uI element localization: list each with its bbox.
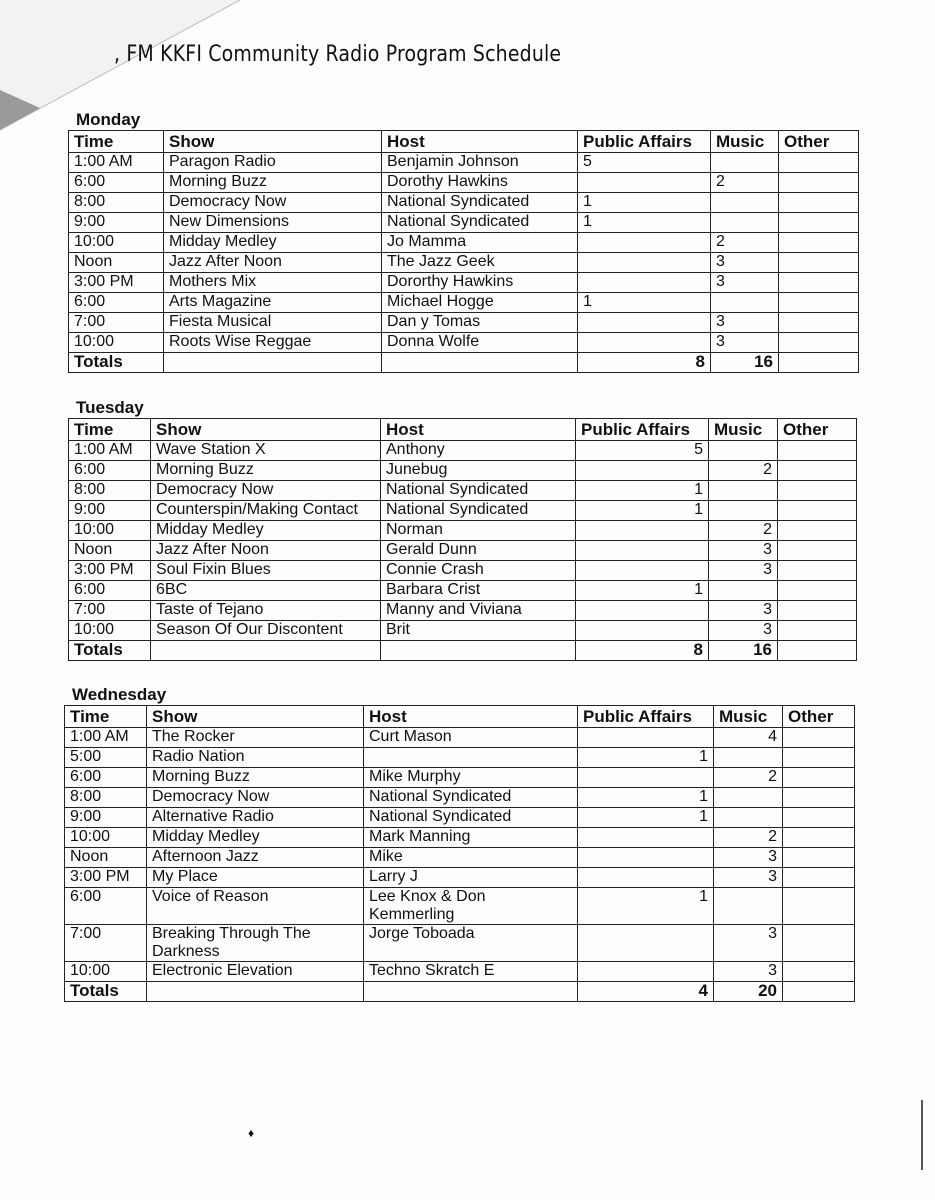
other-cell xyxy=(783,728,855,748)
time-cell: 8:00 xyxy=(69,193,164,213)
other-cell xyxy=(778,541,857,561)
total-public-affairs: 8 xyxy=(578,353,711,373)
table-row xyxy=(65,925,855,962)
other-cell xyxy=(778,621,857,641)
time-cell: 1:00 AM xyxy=(69,153,164,173)
table-body xyxy=(69,153,859,373)
header-other: Other xyxy=(779,131,859,153)
show-cell: Breaking Through The Darkness xyxy=(147,925,364,962)
table-row xyxy=(69,441,857,461)
public-affairs-cell xyxy=(578,253,711,273)
host-cell: Curt Mason xyxy=(364,728,578,748)
table-row xyxy=(65,788,855,808)
table-row xyxy=(65,768,855,788)
other-cell xyxy=(783,748,855,768)
header-music: Music xyxy=(714,706,783,728)
host-cell: Larry J xyxy=(364,868,578,888)
show-cell: Jazz After Noon xyxy=(151,541,381,561)
show-cell: New Dimensions xyxy=(164,213,382,233)
time-cell: 3:00 PM xyxy=(69,561,151,581)
public-affairs-cell: 1 xyxy=(578,808,714,828)
music-cell: 3 xyxy=(709,541,778,561)
table-row xyxy=(69,313,859,333)
time-cell: 10:00 xyxy=(69,521,151,541)
time-cell: 1:00 AM xyxy=(69,441,151,461)
host-cell: Norman xyxy=(381,521,576,541)
music-cell: 3 xyxy=(714,962,783,982)
public-affairs-cell: 5 xyxy=(576,441,709,461)
host-cell: Anthony xyxy=(381,441,576,461)
totals-label: Totals xyxy=(69,641,151,661)
show-cell: Democracy Now xyxy=(147,788,364,808)
public-affairs-cell xyxy=(578,925,714,962)
header-music: Music xyxy=(711,131,779,153)
header-host: Host xyxy=(382,131,578,153)
public-affairs-cell: 1 xyxy=(578,788,714,808)
header-time: Time xyxy=(69,131,164,153)
header-show: Show xyxy=(164,131,382,153)
table-row xyxy=(65,828,855,848)
header-row xyxy=(69,419,857,441)
total-public-affairs: 8 xyxy=(576,641,709,661)
time-cell: 3:00 PM xyxy=(69,273,164,293)
music-cell xyxy=(709,581,778,601)
music-cell: 2 xyxy=(711,173,779,193)
public-affairs-cell: 1 xyxy=(578,193,711,213)
table-row xyxy=(69,561,857,581)
table-row xyxy=(69,601,857,621)
show-cell: My Place xyxy=(147,868,364,888)
other-cell xyxy=(779,213,859,233)
other-cell xyxy=(779,273,859,293)
music-cell: 3 xyxy=(709,601,778,621)
time-cell: 8:00 xyxy=(69,481,151,501)
other-cell xyxy=(778,601,857,621)
music-cell xyxy=(711,213,779,233)
time-cell: 9:00 xyxy=(69,213,164,233)
header-row xyxy=(65,706,855,728)
public-affairs-cell xyxy=(576,601,709,621)
show-cell: Morning Buzz xyxy=(147,768,364,788)
empty-cell xyxy=(382,353,578,373)
public-affairs-cell xyxy=(578,848,714,868)
other-cell xyxy=(778,501,857,521)
host-cell: National Syndicated xyxy=(381,481,576,501)
music-cell: 2 xyxy=(711,233,779,253)
show-cell: Mothers Mix xyxy=(164,273,382,293)
public-affairs-cell xyxy=(578,333,711,353)
public-affairs-cell xyxy=(576,621,709,641)
show-cell: Fiesta Musical xyxy=(164,313,382,333)
empty-cell xyxy=(381,641,576,661)
host-cell: Gerald Dunn xyxy=(381,541,576,561)
public-affairs-cell xyxy=(576,521,709,541)
totals-row xyxy=(65,982,855,1002)
time-cell: 9:00 xyxy=(69,501,151,521)
host-cell: Brit xyxy=(381,621,576,641)
time-cell: Noon xyxy=(65,848,147,868)
header-public-affairs: Public Affairs xyxy=(578,706,714,728)
host-cell: Mark Manning xyxy=(364,828,578,848)
music-cell: 2 xyxy=(709,521,778,541)
show-cell: 6BC xyxy=(151,581,381,601)
music-cell: 3 xyxy=(709,561,778,581)
public-affairs-cell xyxy=(578,962,714,982)
time-cell: Noon xyxy=(69,541,151,561)
table-body xyxy=(69,441,857,661)
empty-cell xyxy=(364,982,578,1002)
other-cell xyxy=(783,848,855,868)
table-row xyxy=(69,173,859,193)
music-cell: 2 xyxy=(714,828,783,848)
public-affairs-cell xyxy=(578,868,714,888)
table-row xyxy=(69,621,857,641)
time-cell: Noon xyxy=(69,253,164,273)
public-affairs-cell xyxy=(576,561,709,581)
show-cell: The Rocker xyxy=(147,728,364,748)
time-cell: 6:00 xyxy=(69,293,164,313)
time-cell: 3:00 PM xyxy=(65,868,147,888)
host-cell: Barbara Crist xyxy=(381,581,576,601)
show-cell: Radio Nation xyxy=(147,748,364,768)
host-cell: Techno Skratch E xyxy=(364,962,578,982)
other-cell xyxy=(779,293,859,313)
other-cell xyxy=(779,173,859,193)
empty-cell xyxy=(147,982,364,1002)
header-other: Other xyxy=(778,419,857,441)
host-cell: The Jazz Geek xyxy=(382,253,578,273)
time-cell: 10:00 xyxy=(69,333,164,353)
schedule-table xyxy=(68,418,857,661)
total-other xyxy=(779,353,859,373)
music-cell: 3 xyxy=(711,273,779,293)
header-show: Show xyxy=(151,419,381,441)
music-cell: 2 xyxy=(714,768,783,788)
public-affairs-cell xyxy=(576,461,709,481)
host-cell: Jorge Toboada xyxy=(364,925,578,962)
other-cell xyxy=(778,521,857,541)
table-row xyxy=(65,848,855,868)
header-music: Music xyxy=(709,419,778,441)
show-cell: Paragon Radio xyxy=(164,153,382,173)
host-cell: National Syndicated xyxy=(382,193,578,213)
music-cell xyxy=(714,748,783,768)
host-cell: Jo Mamma xyxy=(382,233,578,253)
other-cell xyxy=(783,868,855,888)
music-cell: 3 xyxy=(711,333,779,353)
public-affairs-cell xyxy=(578,173,711,193)
host-cell xyxy=(364,748,578,768)
other-cell xyxy=(783,962,855,982)
time-cell: 6:00 xyxy=(69,173,164,193)
music-cell xyxy=(709,481,778,501)
show-cell: Alternative Radio xyxy=(147,808,364,828)
public-affairs-cell: 1 xyxy=(578,213,711,233)
schedule-table xyxy=(64,705,855,1002)
host-cell: Dan y Tomas xyxy=(382,313,578,333)
public-affairs-cell: 1 xyxy=(576,581,709,601)
time-cell: 6:00 xyxy=(69,581,151,601)
other-cell xyxy=(778,581,857,601)
table-row xyxy=(69,233,859,253)
other-cell xyxy=(778,441,857,461)
music-cell: 3 xyxy=(714,868,783,888)
header-host: Host xyxy=(381,419,576,441)
table-row xyxy=(69,253,859,273)
table-row xyxy=(65,888,855,925)
other-cell xyxy=(783,925,855,962)
music-cell: 3 xyxy=(714,925,783,962)
time-cell: 10:00 xyxy=(69,621,151,641)
empty-cell xyxy=(151,641,381,661)
time-cell: 7:00 xyxy=(69,313,164,333)
music-cell: 3 xyxy=(714,848,783,868)
public-affairs-cell xyxy=(576,541,709,561)
time-cell: 6:00 xyxy=(65,888,147,925)
host-cell: Michael Hogge xyxy=(382,293,578,313)
day-heading: Wednesday xyxy=(72,685,167,704)
header-host: Host xyxy=(364,706,578,728)
public-affairs-cell: 1 xyxy=(578,888,714,925)
total-other xyxy=(783,982,855,1002)
table-row xyxy=(65,728,855,748)
time-cell: 10:00 xyxy=(65,828,147,848)
host-cell: Connie Crash xyxy=(381,561,576,581)
time-cell: 9:00 xyxy=(65,808,147,828)
other-cell xyxy=(783,788,855,808)
wednesday-section xyxy=(64,685,855,1002)
music-cell xyxy=(709,441,778,461)
table-row xyxy=(69,273,859,293)
time-cell: 8:00 xyxy=(65,788,147,808)
host-cell: National Syndicated xyxy=(364,808,578,828)
time-cell: 6:00 xyxy=(69,461,151,481)
time-cell: 1:00 AM xyxy=(65,728,147,748)
total-music: 16 xyxy=(711,353,779,373)
show-cell: Wave Station X xyxy=(151,441,381,461)
other-cell xyxy=(779,233,859,253)
show-cell: Morning Buzz xyxy=(164,173,382,193)
header-row xyxy=(69,131,859,153)
music-cell: 4 xyxy=(714,728,783,748)
show-cell: Afternoon Jazz xyxy=(147,848,364,868)
show-cell: Roots Wise Reggae xyxy=(164,333,382,353)
total-public-affairs: 4 xyxy=(578,982,714,1002)
host-cell: Manny and Viviana xyxy=(381,601,576,621)
scan-edge-line xyxy=(921,1100,923,1170)
music-cell xyxy=(711,193,779,213)
table-row xyxy=(69,333,859,353)
public-affairs-cell xyxy=(578,233,711,253)
show-cell: Soul Fixin Blues xyxy=(151,561,381,581)
time-cell: 10:00 xyxy=(65,962,147,982)
host-cell: National Syndicated xyxy=(364,788,578,808)
total-music: 16 xyxy=(709,641,778,661)
table-row xyxy=(69,501,857,521)
table-row xyxy=(65,962,855,982)
show-cell: Midday Medley xyxy=(164,233,382,253)
table-row xyxy=(65,808,855,828)
music-cell: 3 xyxy=(711,313,779,333)
music-cell: 3 xyxy=(711,253,779,273)
table-row xyxy=(69,293,859,313)
host-cell: Junebug xyxy=(381,461,576,481)
host-cell: National Syndicated xyxy=(382,213,578,233)
other-cell xyxy=(779,313,859,333)
header-other: Other xyxy=(783,706,855,728)
music-cell: 3 xyxy=(709,621,778,641)
other-cell xyxy=(783,808,855,828)
table-row xyxy=(69,461,857,481)
schedule-table xyxy=(68,130,859,373)
music-cell: 2 xyxy=(709,461,778,481)
public-affairs-cell xyxy=(578,768,714,788)
host-cell: Mike xyxy=(364,848,578,868)
table-row xyxy=(69,581,857,601)
other-cell xyxy=(783,828,855,848)
table-row xyxy=(65,868,855,888)
show-cell: Morning Buzz xyxy=(151,461,381,481)
public-affairs-cell: 1 xyxy=(578,748,714,768)
show-cell: Midday Medley xyxy=(147,828,364,848)
time-cell: 5:00 xyxy=(65,748,147,768)
other-cell xyxy=(779,333,859,353)
show-cell: Democracy Now xyxy=(151,481,381,501)
time-cell: 10:00 xyxy=(69,233,164,253)
total-other xyxy=(778,641,857,661)
music-cell xyxy=(714,788,783,808)
show-cell: Jazz After Noon xyxy=(164,253,382,273)
day-heading: Monday xyxy=(76,110,141,129)
day-heading: Tuesday xyxy=(76,398,144,417)
host-cell: Mike Murphy xyxy=(364,768,578,788)
show-cell: Arts Magazine xyxy=(164,293,382,313)
show-cell: Midday Medley xyxy=(151,521,381,541)
other-cell xyxy=(778,561,857,581)
other-cell xyxy=(778,461,857,481)
totals-row xyxy=(69,641,857,661)
public-affairs-cell: 1 xyxy=(576,481,709,501)
other-cell xyxy=(779,193,859,213)
host-cell: Lee Knox & Don Kemmerling xyxy=(364,888,578,925)
host-cell: Dorothy Hawkins xyxy=(382,173,578,193)
tuesday-section xyxy=(68,398,857,661)
stray-mark-icon: ♦ xyxy=(248,1126,255,1140)
table-body xyxy=(65,728,855,1002)
host-cell: Donna Wolfe xyxy=(382,333,578,353)
public-affairs-cell: 1 xyxy=(578,293,711,313)
table-row xyxy=(69,193,859,213)
time-cell: 7:00 xyxy=(65,925,147,962)
show-cell: Voice of Reason xyxy=(147,888,364,925)
host-cell: Dororthy Hawkins xyxy=(382,273,578,293)
table-row xyxy=(69,481,857,501)
other-cell xyxy=(779,253,859,273)
header-time: Time xyxy=(65,706,147,728)
other-cell xyxy=(779,153,859,173)
time-cell: 6:00 xyxy=(65,768,147,788)
show-cell: Taste of Tejano xyxy=(151,601,381,621)
page-title: , FM KKFI Community Radio Program Schedule xyxy=(114,42,562,67)
table-row xyxy=(69,213,859,233)
show-cell: Democracy Now xyxy=(164,193,382,213)
time-cell: 7:00 xyxy=(69,601,151,621)
host-cell: Benjamin Johnson xyxy=(382,153,578,173)
other-cell xyxy=(778,481,857,501)
other-cell xyxy=(783,768,855,788)
show-cell: Season Of Our Discontent xyxy=(151,621,381,641)
music-cell xyxy=(714,808,783,828)
table-row xyxy=(69,541,857,561)
header-show: Show xyxy=(147,706,364,728)
public-affairs-cell: 1 xyxy=(576,501,709,521)
show-cell: Electronic Elevation xyxy=(147,962,364,982)
monday-section xyxy=(68,110,859,373)
public-affairs-cell xyxy=(578,273,711,293)
public-affairs-cell: 5 xyxy=(578,153,711,173)
table-row xyxy=(69,153,859,173)
totals-label: Totals xyxy=(69,353,164,373)
totals-row xyxy=(69,353,859,373)
total-music: 20 xyxy=(714,982,783,1002)
table-row xyxy=(65,748,855,768)
music-cell xyxy=(711,153,779,173)
other-cell xyxy=(783,888,855,925)
header-public-affairs: Public Affairs xyxy=(576,419,709,441)
empty-cell xyxy=(164,353,382,373)
header-public-affairs: Public Affairs xyxy=(578,131,711,153)
music-cell xyxy=(709,501,778,521)
host-cell: National Syndicated xyxy=(381,501,576,521)
public-affairs-cell xyxy=(578,728,714,748)
show-cell: Counterspin/Making Contact xyxy=(151,501,381,521)
totals-label: Totals xyxy=(65,982,147,1002)
table-row xyxy=(69,521,857,541)
public-affairs-cell xyxy=(578,828,714,848)
public-affairs-cell xyxy=(578,313,711,333)
music-cell xyxy=(714,888,783,925)
header-time: Time xyxy=(69,419,151,441)
music-cell xyxy=(711,293,779,313)
